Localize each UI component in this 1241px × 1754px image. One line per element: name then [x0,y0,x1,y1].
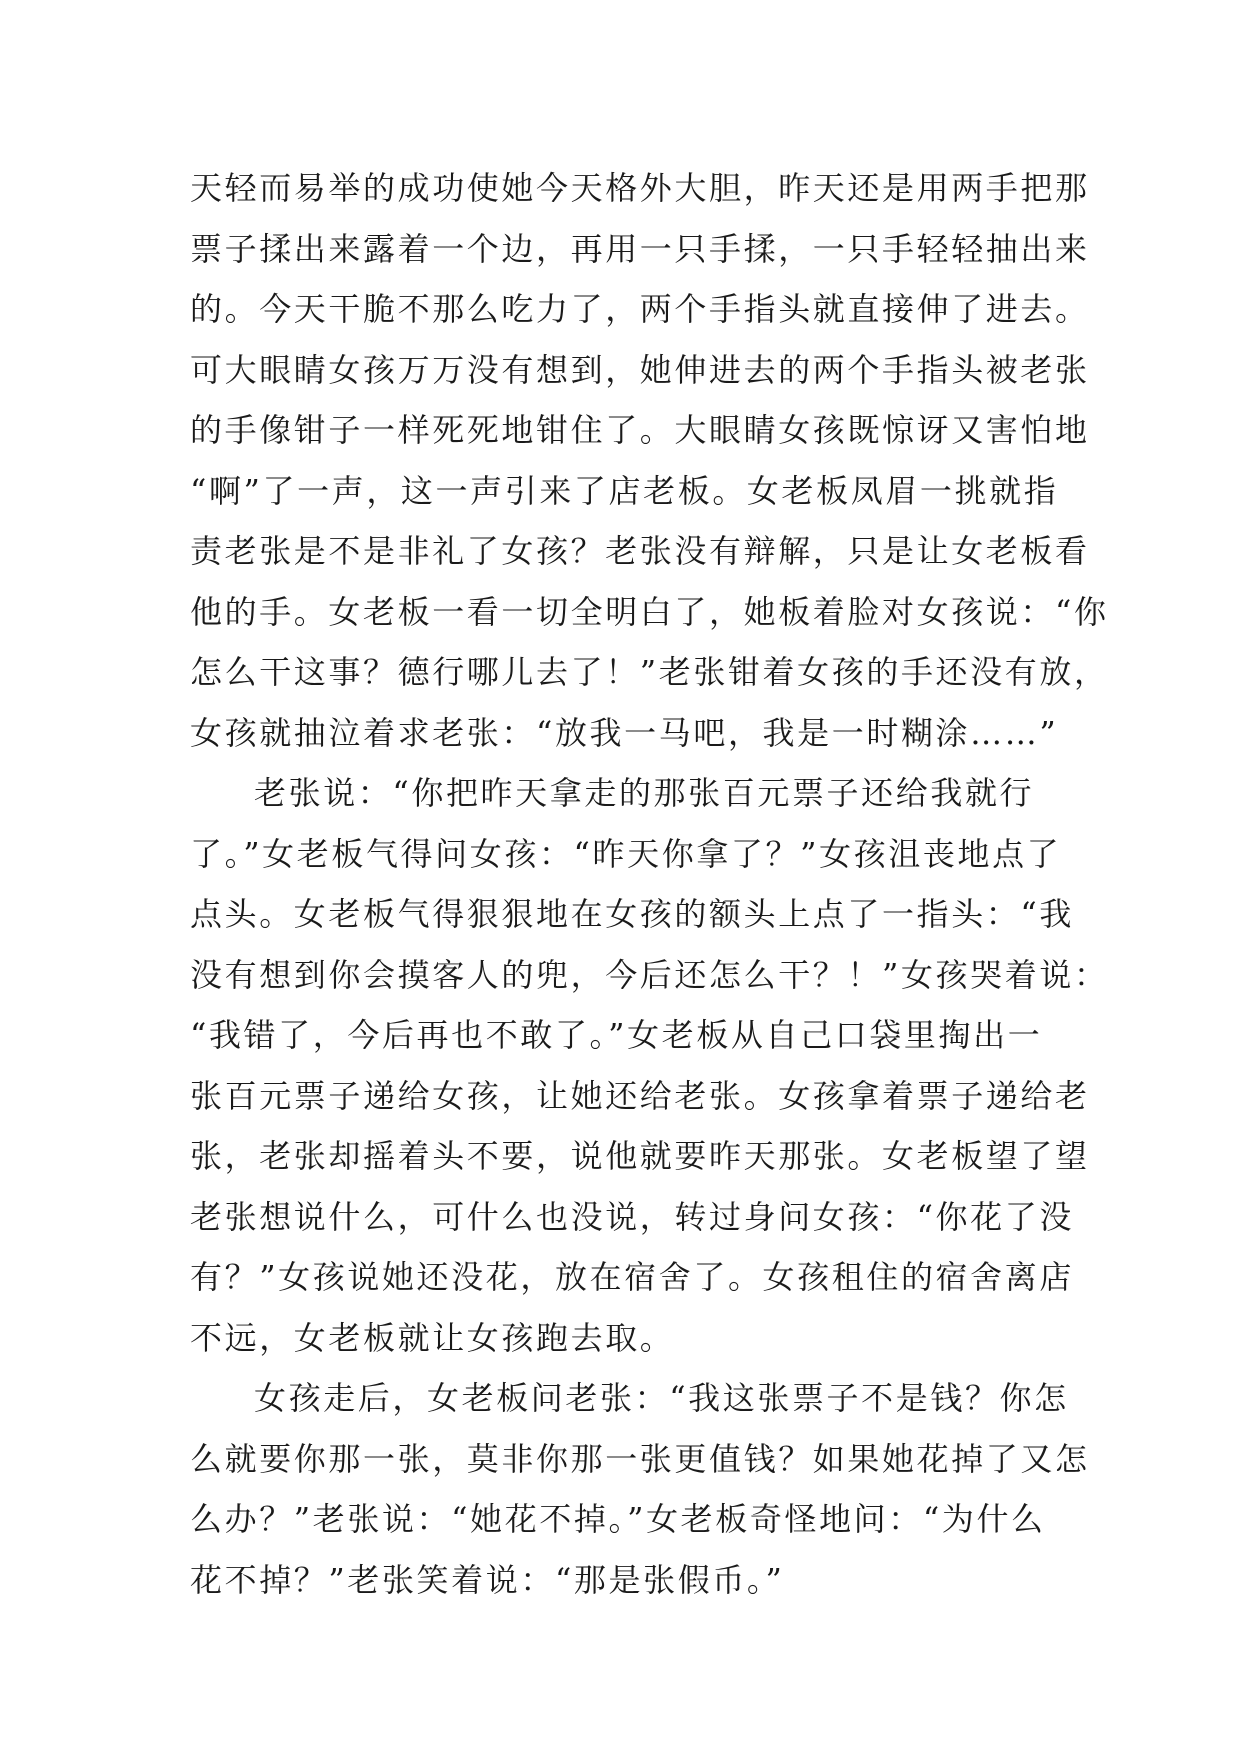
text-line: 不远，女老板就让女孩跑去取。 [190,1318,675,1357]
text-line: 的。今天干脆不那么吃力了，两个手指头就直接伸了进去。 [190,290,1090,328]
text-line: 了。”女老板气得问女孩：“昨天你拿了？”女孩沮丧地点了 [190,834,1062,873]
text-line: 他的手。女老板一看一切全明白了，她板着脸对女孩说：“你 [190,592,1109,631]
text-line: 怎么干这事？德行哪儿去了！”老张钳着女孩的手还没有放， [190,653,1109,691]
paragraph [190,763,1109,1368]
text-line: 没有想到你会摸客人的兜，今后还怎么干？！”女孩哭着说： [190,955,1109,994]
text-line: 老张说：“你把昨天拿走的那张百元票子还给我就行 [254,774,1035,812]
text-line: “我错了，今后再也不敢了。”女老板从自己口袋里掏出一 [190,1016,1043,1054]
text-line: 老张想说什么，可什么也没说，转过身问女孩：“你花了没 [190,1197,1074,1236]
text-line: 点头。女老板气得狠狠地在女孩的额头上点了一指头：“我 [190,895,1074,933]
text-line: 女孩就抽泣着求老张：“放我一马吧，我是一时糊涂……” [190,713,1059,752]
document-body [190,158,1109,1610]
text-line: “啊”了一声，这一声引来了店老板。女老板凤眉一挑就指 [190,471,1059,510]
text-line: 责老张是不是非礼了女孩？老张没有辩解，只是让女老板看 [190,532,1090,570]
text-line: 花不掉？”老张笑着说：“那是张假币。” [190,1560,785,1599]
text-line: 的手像钳子一样死死地钳住了。大眼睛女孩既惊讶又害怕地 [190,411,1090,449]
text-line: 张，老张却摇着头不要，说他就要昨天那张。女老板望了望 [190,1137,1090,1175]
text-line: 可大眼睛女孩万万没有想到，她伸进去的两个手指头被老张 [190,350,1090,389]
text-line: 有？”女孩说她还没花，放在宿舍了。女孩租住的宿舍离店 [190,1258,1074,1296]
text-line: 么就要你那一张，莫非你那一张更值钱？如果她花掉了又怎 [190,1439,1090,1478]
paragraph [190,1368,1090,1610]
text-line: 张百元票子递给女孩，让她还给老张。女孩拿着票子递给老 [190,1076,1090,1115]
paragraph [190,158,1109,763]
text-line: 票子揉出来露着一个边，再用一只手揉，一只手轻轻抽出来 [190,229,1090,268]
text-line: 天轻而易举的成功使她今天格外大胆，昨天还是用两手把那 [190,169,1090,207]
text-line: 么办？”老张说：“她花不掉。”女老板奇怪地问：“为什么 [190,1500,1046,1538]
text-line: 女孩走后，女老板问老张：“我这张票子不是钱？你怎 [254,1379,1069,1417]
